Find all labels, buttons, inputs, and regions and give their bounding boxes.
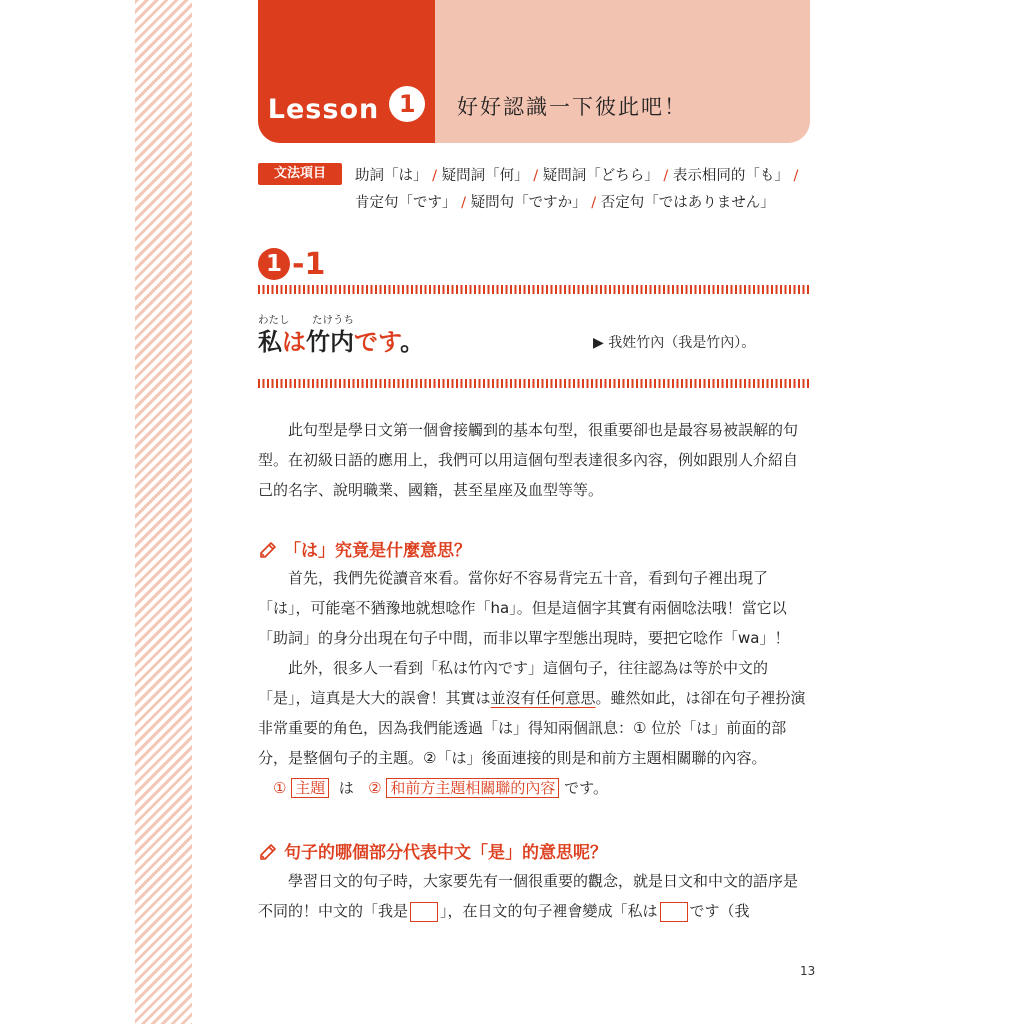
grammar-item: 肯定句「です」 bbox=[355, 195, 457, 211]
grammar-item: 助詞「は」 bbox=[355, 168, 428, 184]
text-segment: 學習日文的句子時，大家要先有一個很重要的觀念，就是日文和中文的語序是不同的！中文的「我是 bbox=[258, 872, 799, 920]
grammar-line-2 bbox=[355, 190, 825, 217]
grammar-list bbox=[355, 163, 825, 217]
intro-text: 此句型是學日文第一個會接觸到的基本句型，很重要卻也是最容易被誤解的句型。在初級日語的應用上，我們可以用這個句型表達很多內容，例如跟別人介紹自己的名字、說明職業、國籍，甚至星座及血型等等。 bbox=[258, 421, 799, 499]
period: 。 bbox=[400, 328, 425, 356]
separator: / bbox=[663, 168, 669, 184]
grammar-item: 否定句「ではありません」 bbox=[600, 195, 775, 211]
lesson-label bbox=[258, 0, 435, 143]
separator: / bbox=[461, 195, 466, 211]
answer-paragraph-1: 首先，我們先從讀音來看。當你好不容易背完五十音，看到句子裡出現了「は」，可能毫不猶豫地就想唸作「ha」。但是這個字其實有兩個唸法哦！當它以「助詞」的身分出現在句子中間，而非以單字型態出現時，要把它唸作「wa」！ bbox=[258, 569, 790, 647]
grammar-item: 疑問詞「どちら」 bbox=[542, 168, 659, 184]
marker-1: ① bbox=[273, 779, 287, 797]
text-segment: です（我 bbox=[689, 902, 750, 920]
lesson-number-badge: 1 bbox=[389, 86, 425, 122]
lesson-title: 好好認識一下彼此吧！ bbox=[457, 95, 687, 119]
grammar-badge: 文法項目 bbox=[258, 163, 342, 185]
page-number: 13 bbox=[800, 964, 816, 978]
pencil-icon bbox=[258, 840, 280, 862]
answer-block-1 bbox=[258, 563, 810, 773]
boxed-topic: 主題 bbox=[291, 778, 329, 798]
grammar-item: 疑問句「ですか」 bbox=[470, 195, 587, 211]
text-segment: 此外，很多人一看到「私は竹內です」這個句子，往往認為は等於中文的「是」，這真是大大的誤會！其實は bbox=[258, 659, 769, 707]
question-title-2: 句子的哪個部分代表中文「是」的意思呢？ bbox=[284, 843, 607, 863]
sentence-formula bbox=[273, 777, 608, 798]
decorative-stripe bbox=[135, 0, 192, 1024]
section-number bbox=[258, 247, 325, 281]
boxed-content: 和前方主題相關聯的內容 bbox=[386, 778, 559, 798]
lesson-header bbox=[258, 0, 810, 143]
divider-bottom bbox=[258, 379, 810, 388]
furigana-takeuchi: たけうち bbox=[312, 314, 354, 326]
separator: / bbox=[793, 168, 799, 184]
text-segment: 」，在日文的句子裡會變成「私は bbox=[440, 902, 658, 920]
word-desu: です bbox=[354, 328, 401, 356]
word-takeuchi: 竹内 bbox=[306, 328, 354, 356]
formula-wa: は bbox=[338, 779, 354, 797]
text-segment: 。雖然如此，は卻在句子裡扮演非常重要的角色，因為我們能透過「は」得知兩個訊息：① 位於「は」前面的部分，是整個句子的主題。②「は」後面連接的則是和前方主題相關聯的內容。 bbox=[258, 689, 806, 767]
pencil-icon bbox=[258, 538, 280, 560]
section-circle: 1 bbox=[258, 248, 290, 280]
blank-box bbox=[410, 902, 438, 922]
answer-paragraph-3 bbox=[258, 866, 810, 926]
marker-2: ② bbox=[368, 779, 382, 797]
question-heading-1 bbox=[258, 536, 471, 561]
separator: / bbox=[432, 168, 437, 184]
section-suffix: -1 bbox=[292, 246, 326, 282]
underlined-phrase: 並沒有任何意思 bbox=[490, 689, 596, 707]
question-heading-2 bbox=[258, 838, 607, 863]
question-title-1: 「は」究竟是什麼意思？ bbox=[284, 541, 471, 561]
answer-block-2 bbox=[258, 866, 810, 926]
grammar-item: 疑問詞「何」 bbox=[441, 168, 529, 184]
grammar-line-1 bbox=[355, 163, 825, 190]
lesson-title-panel bbox=[435, 0, 810, 143]
translation: ▶ 我姓竹內（我是竹內）。 bbox=[593, 335, 756, 351]
intro-paragraph bbox=[258, 415, 810, 505]
lesson-word: Lesson bbox=[267, 94, 380, 125]
japanese-sentence bbox=[258, 322, 424, 357]
answer-paragraph-2 bbox=[258, 653, 810, 773]
example-sentence bbox=[258, 312, 810, 372]
divider-top bbox=[258, 285, 810, 294]
grammar-item: 表示相同的「も」 bbox=[672, 168, 789, 184]
separator: / bbox=[591, 195, 597, 211]
word-watashi: 私 bbox=[258, 328, 282, 356]
furigana-watashi: わたし bbox=[258, 314, 290, 326]
separator: / bbox=[533, 168, 539, 184]
formula-desu: です。 bbox=[564, 779, 608, 797]
blank-box bbox=[660, 902, 688, 922]
particle-wa: は bbox=[282, 328, 306, 356]
